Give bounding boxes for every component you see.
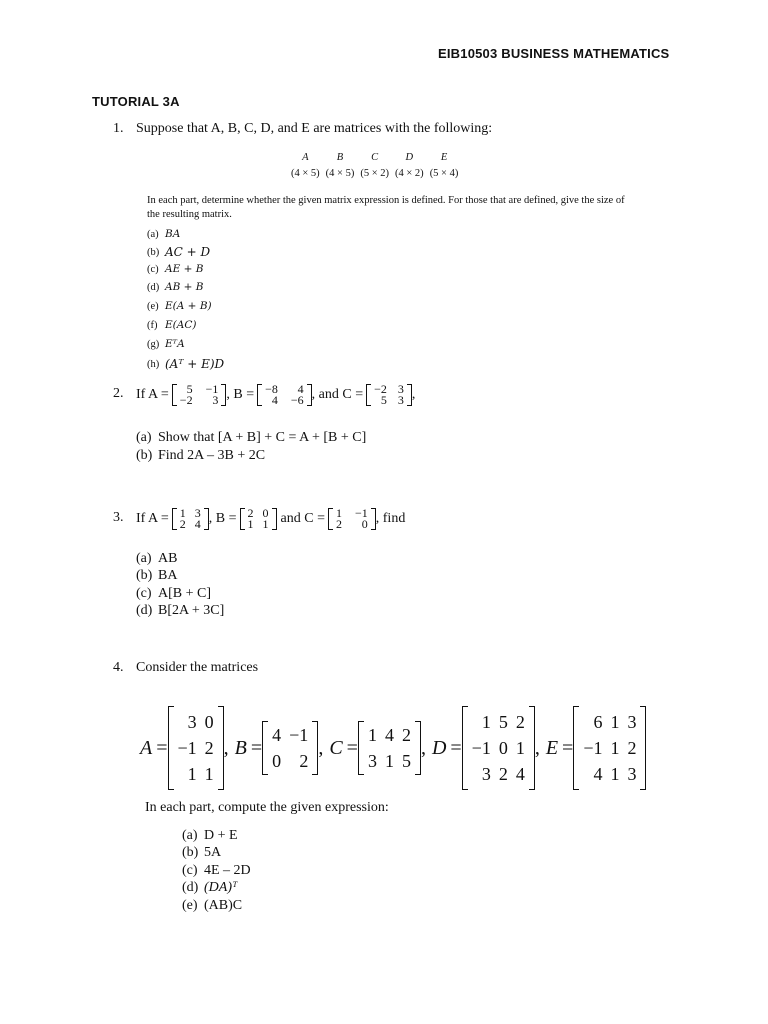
q4-label-d: D: [431, 736, 447, 759]
cell: −2: [179, 393, 193, 407]
part-label: (g): [147, 338, 160, 350]
cell: 6: [593, 712, 603, 732]
q4-matrix-b: [262, 721, 318, 775]
cell: −1: [205, 382, 219, 396]
part-expr: AE + B: [165, 263, 204, 276]
q3-if-a: If A =: [136, 511, 169, 526]
size-value: (5 × 4): [429, 168, 459, 179]
part-text: Find 2A – 3B + 2C: [158, 448, 266, 463]
part-text: B[2A + 3C]: [158, 603, 225, 619]
equals-sign: =: [156, 736, 168, 759]
part-label: (e): [147, 300, 159, 312]
q2-statement: [136, 379, 415, 411]
q4-matrix-e: [573, 706, 646, 790]
q1-instruction-line1: In each part, determine whether the given matrix expression is defined. For those that are defined, give the size of: [147, 195, 625, 206]
cell: 2: [335, 517, 342, 531]
cell: 1: [515, 738, 525, 758]
q1-size-table: [288, 152, 461, 179]
cell: 3: [187, 712, 197, 732]
equals-sign: =: [250, 736, 263, 759]
q1-parts: [147, 226, 224, 374]
size-letter: B: [336, 152, 344, 163]
cell: 3: [194, 506, 201, 520]
cell: 1: [384, 751, 394, 771]
q4-label-e: E: [545, 736, 559, 759]
cell: −6: [290, 393, 304, 407]
cell: 3: [367, 751, 377, 771]
part-label: (b): [136, 568, 153, 584]
equals-sign: =: [346, 736, 358, 759]
part-text: (DA)ᵀ: [204, 880, 238, 896]
part-label: (a): [147, 229, 159, 241]
cell: 4: [384, 725, 394, 745]
q2-if-a: If A =: [136, 387, 169, 402]
cell: −1: [177, 738, 197, 758]
part-label: (c): [136, 585, 152, 601]
cell: 5: [380, 393, 387, 407]
q3-parts: [136, 550, 224, 620]
q3-statement: [136, 503, 405, 535]
part-text: 5A: [204, 845, 222, 861]
cell: 3: [627, 764, 637, 784]
q2-matrix-a: [172, 384, 227, 406]
q4-matrix-d: [462, 706, 535, 790]
part-expr: AC + D: [165, 244, 211, 259]
cell: 4: [593, 764, 603, 784]
size-value: (5 × 2): [360, 168, 390, 179]
size-letter: A: [302, 152, 309, 163]
part-label: (b): [147, 246, 160, 258]
q4-matrices: A = 3 0 −1 2 1 1 , B = 4 −1 0 2 , C = 1 4 2 3 1 5 , D = 1 5 2 −1 0 1 3 2 4 , E = 6 1 3 −1 1 2 4 1 3: [140, 706, 646, 790]
cell: 4: [515, 764, 525, 784]
cell: −8: [265, 382, 278, 396]
cell: −1: [471, 738, 491, 758]
q4-label-b: B: [234, 736, 247, 759]
q1-instruction-line2: the resulting matrix.: [147, 209, 232, 220]
part-label: (b): [136, 448, 153, 463]
cell: 1: [481, 712, 491, 732]
q3-b-eq: , B =: [208, 511, 237, 526]
cell: 1: [610, 712, 620, 732]
q2-matrix-b: [257, 384, 312, 406]
part-label: (d): [182, 880, 199, 896]
q3-matrix-b: [240, 508, 277, 530]
part-expr: E(A + B): [165, 299, 212, 312]
q4-parts: [182, 827, 251, 915]
q4-label-a: A: [140, 736, 153, 759]
q2-parts: [136, 429, 366, 465]
part-text: A[B + C]: [158, 585, 212, 601]
q2-c-eq: , and C =: [311, 387, 364, 402]
cell: 1: [247, 517, 254, 531]
cell: 3: [627, 712, 637, 732]
cell: 5: [186, 382, 193, 396]
q3-c-eq: and C =: [280, 511, 325, 526]
cell: 3: [397, 393, 404, 407]
size-value: (4 × 5): [325, 168, 355, 179]
part-label: (d): [136, 603, 153, 619]
cell: 1: [204, 764, 214, 784]
part-label: (d): [147, 281, 160, 293]
cell: 2: [247, 506, 254, 520]
q4-matrix-a: [168, 706, 224, 790]
q4-text: Consider the matrices: [136, 660, 259, 675]
cell: 2: [401, 725, 411, 745]
part-expr: AB + B: [165, 280, 204, 293]
cell: 0: [262, 506, 269, 520]
cell: −2: [374, 382, 387, 396]
part-label: (h): [147, 358, 160, 370]
cell: 4: [297, 382, 304, 396]
size-letter: E: [440, 152, 448, 163]
cell: 5: [401, 751, 411, 771]
tutorial-title: TUTORIAL 3A: [92, 94, 180, 109]
q2-matrix-c: [366, 384, 412, 406]
cell: 1: [610, 738, 620, 758]
q3-end: , find: [375, 511, 406, 526]
cell: 2: [299, 751, 309, 771]
cell: 2: [515, 712, 525, 732]
cell: 0: [204, 712, 214, 732]
cell: −1: [583, 738, 603, 758]
cell: −1: [354, 506, 368, 520]
q4-instruction: In each part, compute the given expression:: [145, 800, 389, 815]
part-expr: BA: [165, 228, 181, 241]
cell: 5: [498, 712, 508, 732]
q3-number: 3.: [113, 510, 124, 525]
cell: 2: [627, 738, 637, 758]
cell: 2: [498, 764, 508, 784]
cell: 3: [212, 393, 219, 407]
q3-matrix-c: [328, 508, 376, 530]
part-text: AB: [158, 550, 178, 566]
equals-sign: =: [562, 736, 574, 759]
part-text: D + E: [204, 827, 238, 843]
part-label: (a): [136, 430, 152, 445]
cell: 0: [361, 517, 368, 531]
cell: 2: [179, 517, 186, 531]
part-expr: EᵀA: [165, 337, 185, 350]
cell: 1: [179, 506, 186, 520]
cell: 4: [271, 393, 278, 407]
part-text: 4E – 2D: [204, 862, 251, 878]
part-expr: E(AC): [165, 318, 197, 331]
size-value: (4 × 5): [291, 168, 320, 179]
q1-number: 1.: [113, 121, 124, 136]
cell: 1: [610, 764, 620, 784]
cell: 1: [262, 517, 269, 531]
part-label: (b): [182, 845, 199, 861]
q4-label-c: C: [329, 736, 343, 759]
cell: 4: [272, 725, 282, 745]
part-expr: (Aᵀ + E)D: [165, 356, 225, 371]
q2-number: 2.: [113, 386, 124, 401]
cell: 4: [194, 517, 201, 531]
part-label: (c): [182, 862, 198, 878]
q4-number: 4.: [113, 660, 124, 675]
q3-matrix-a: [172, 508, 209, 530]
course-header: EIB10503 BUSINESS MATHEMATICS: [438, 46, 670, 61]
part-text: BA: [158, 568, 178, 584]
size-value: (4 × 2): [395, 168, 424, 179]
q4-matrix-c: [358, 721, 421, 775]
cell: 2: [204, 738, 214, 758]
q2-b-eq: , B =: [226, 387, 255, 402]
equals-sign: =: [450, 736, 462, 759]
part-label: (e): [182, 897, 198, 913]
cell: 1: [367, 725, 377, 745]
part-label: (a): [136, 550, 152, 566]
cell: 3: [481, 764, 491, 784]
size-letter: D: [405, 152, 414, 163]
cell: 0: [272, 751, 282, 771]
cell: 3: [397, 382, 404, 396]
q2-end: ,: [411, 387, 416, 402]
cell: 0: [498, 738, 508, 758]
part-label: (c): [147, 264, 159, 276]
cell: −1: [289, 725, 309, 745]
part-label: (a): [182, 827, 198, 843]
cell: 1: [187, 764, 197, 784]
part-text: (AB)C: [204, 897, 243, 913]
cell: 1: [335, 506, 342, 520]
part-label: (f): [147, 319, 158, 331]
q1-text: Suppose that A, B, C, D, and E are matrices with the following:: [136, 121, 493, 136]
part-text: Show that [A + B] + C = A + [B + C]: [158, 430, 367, 445]
size-letter: C: [371, 152, 379, 163]
